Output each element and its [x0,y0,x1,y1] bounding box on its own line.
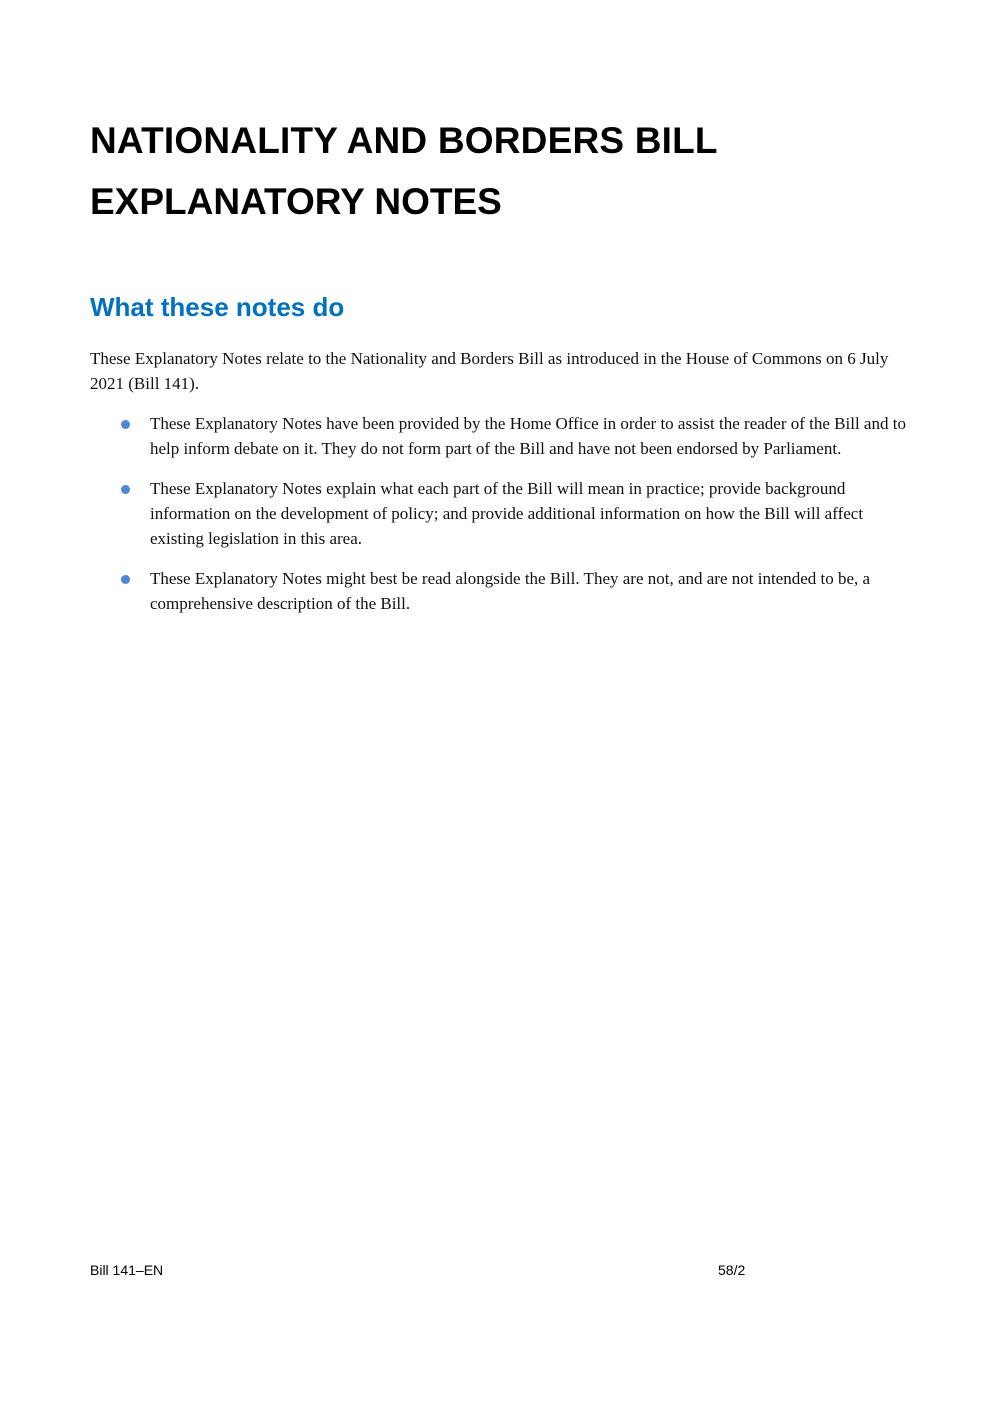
document-title: NATIONALITY AND BORDERS BILL [90,120,718,161]
bullet-text: These Explanatory Notes might best be read alongside the Bill. They are not, and are not intended to be, a comprehensive description of the Bill. [150,569,871,613]
footer-bill-reference: Bill 141–EN [90,1262,164,1278]
bullet-icon [121,420,130,429]
bullet-icon [121,485,130,494]
bullet-icon [121,575,130,584]
list-item [90,476,910,551]
document-subtitle: EXPLANATORY NOTES [90,181,502,222]
bullet-list [90,411,910,631]
list-item [90,411,910,461]
section-heading: What these notes do [90,292,345,322]
footer-page-code: 58/2 [718,1262,746,1278]
intro-paragraph: These Explanatory Notes relate to the Nationality and Borders Bill as introduced in the House of Commons on 6 July 2021 (Bill 141). [90,349,889,393]
list-item [90,566,910,616]
bullet-text: These Explanatory Notes have been provided by the Home Office in order to assist the reader of the Bill and to help inform debate on it. They do not form part of the Bill and have not been endorsed by Parliament. [150,414,906,458]
bullet-text: These Explanatory Notes explain what each part of the Bill will mean in practice; provide background information on the development of policy; and provide additional information on how the Bill will affect existing legislation in this area. [150,479,864,548]
